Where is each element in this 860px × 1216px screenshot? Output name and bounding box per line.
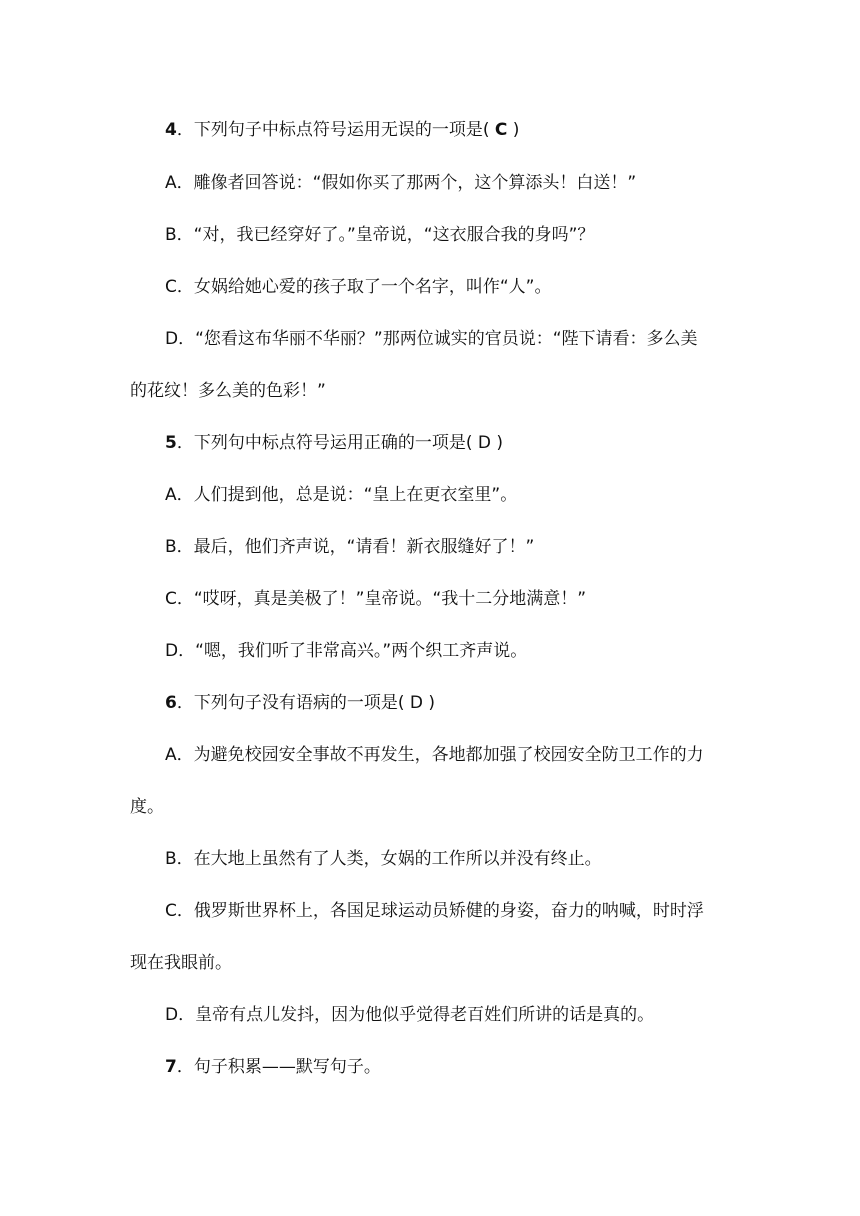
- question-6-option-a-line2: 度。: [130, 797, 164, 817]
- question-text: ．下列句子中标点符号运用无误的一项是(: [176, 120, 490, 140]
- question-6-option-a-line1: A．为避免校园安全事故不再发生，各地都加强了校园安全防卫工作的力: [165, 745, 704, 765]
- question-5-option-a: A．人们提到他，总是说：“皇上在更衣室里”。: [165, 485, 518, 505]
- question-5-option-d: D．“嗯，我们听了非常高兴。”两个织工齐声说。: [165, 641, 528, 661]
- question-4-option-a: A．雕像者回答说：“假如你买了那两个，这个算添头！白送！”: [165, 173, 637, 193]
- answer-close-paren: ): [496, 433, 504, 453]
- question-4-stem: [165, 122, 740, 139]
- question-4-option-d-line2: 的花纹！多么美的色彩！”: [130, 381, 326, 401]
- question-7-stem: [165, 1059, 740, 1076]
- question-5-option-c: C．“哎呀，真是美极了！”皇帝说。“我十二分地满意！”: [165, 589, 587, 609]
- answer-close-paren: ): [512, 120, 520, 140]
- question-number: 5: [165, 433, 177, 453]
- question-4-option-c: C．女娲给她心爱的孩子取了一个名字，叫作“人”。: [165, 277, 552, 297]
- question-text: ．句子积累——默写句子。: [176, 1057, 381, 1077]
- question-answer: D: [409, 693, 423, 713]
- question-answer: D: [477, 433, 491, 453]
- question-number: 7: [165, 1057, 177, 1077]
- question-5-stem: [165, 435, 740, 452]
- question-6-option-d: D．皇帝有点儿发抖，因为他似乎觉得老百姓们所讲的话是真的。: [165, 1005, 655, 1025]
- question-5-option-b: B．最后，他们齐声说，“请看！新衣服缝好了！”: [165, 537, 535, 557]
- question-6-option-b: B．在大地上虽然有了人类，女娲的工作所以并没有终止。: [165, 849, 602, 869]
- question-number: 4: [165, 120, 177, 140]
- question-answer: C: [494, 120, 508, 140]
- question-text: ．下列句中标点符号运用正确的一项是(: [176, 433, 473, 453]
- answer-close-paren: ): [428, 693, 436, 713]
- question-6-option-c-line2: 现在我眼前。: [130, 953, 232, 973]
- question-6-option-c-line1: C．俄罗斯世界杯上，各国足球运动员矫健的身姿，奋力的呐喊，时时浮: [165, 901, 704, 921]
- question-4-option-b: B．“对，我已经穿好了。”皇帝说，“这衣服合我的身吗”？: [165, 225, 595, 245]
- question-text: ．下列句子没有语病的一项是(: [176, 693, 405, 713]
- question-number: 6: [165, 693, 177, 713]
- question-6-stem: [165, 695, 740, 712]
- question-4-option-d-line1: D．“您看这布华丽不华丽？”那两位诚实的官员说：“陛下请看：多么美: [165, 329, 698, 349]
